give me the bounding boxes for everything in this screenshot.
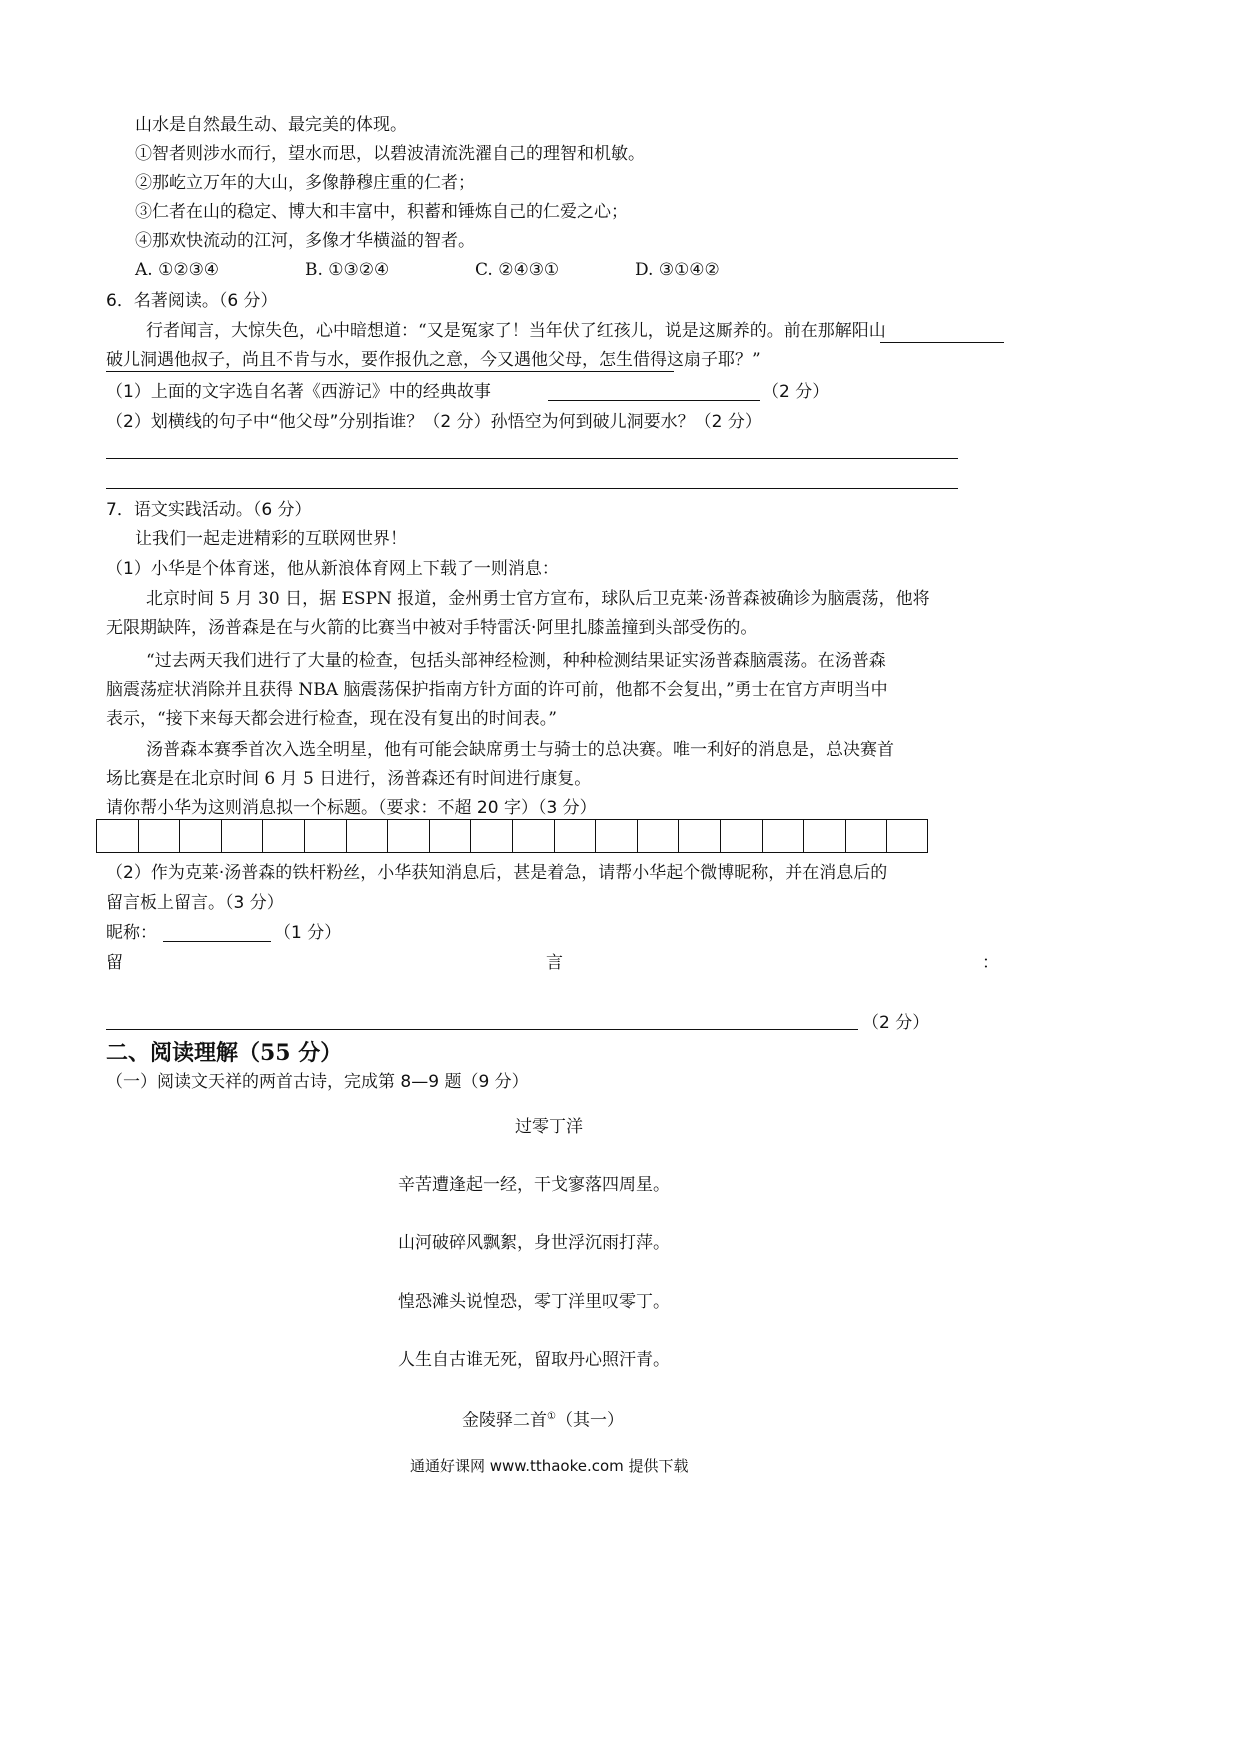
q5-item-1: ①智者则涉水而行，望水而思，以碧波清流洗濯自己的理智和机敏。 <box>135 144 645 164</box>
q6-sub1-score: （2 分） <box>762 382 830 402</box>
message-answer-line[interactable] <box>106 1029 858 1030</box>
grid-cell[interactable] <box>554 819 596 853</box>
grid-cell[interactable] <box>678 819 720 853</box>
q5-item-4: ④那欢快流动的江河，多像才华横溢的智者。 <box>135 231 475 251</box>
q6-answer-line-1[interactable] <box>106 458 958 459</box>
grid-cell[interactable] <box>346 819 388 853</box>
page-footer: 通通好课网 www.tthaoke.com 提供下载 <box>410 1457 689 1475</box>
poem-2-title <box>462 1406 624 1432</box>
grid-cell[interactable] <box>179 819 221 853</box>
q5-option-b: B. ①③②④ <box>305 260 390 280</box>
poem-1-line-3: 惶恐滩头说惶恐，零丁洋里叹零丁。 <box>398 1292 670 1312</box>
grid-cell[interactable] <box>886 819 928 853</box>
section-heading: 二、阅读理解（55 分） <box>106 1040 343 1066</box>
grid-cell[interactable] <box>429 819 471 853</box>
q6-passage-line-2: 破儿洞遇他叔子，尚且不肯与水，要作报仇之意，今又遇他父母，怎生借得这扇子耶？” <box>106 350 761 370</box>
message-score: （2 分） <box>862 1013 930 1033</box>
news-line-6: 汤普森本赛季首次入选全明星，他有可能会缺席勇士与骑士的总决赛。唯一利好的消息是，总决赛首 <box>146 740 894 760</box>
news-line-7: 场比赛是在北京时间 6 月 5 日进行，汤普森还有时间进行康复。 <box>106 769 592 789</box>
poem-1-line-4: 人生自古谁无死，留取丹心照汗青。 <box>398 1350 670 1370</box>
news-line-5: 表示，“接下来每天都会进行检查，现在没有复出的时间表。” <box>106 709 557 729</box>
nickname-label: 昵称： <box>106 923 157 943</box>
q6-answer-line-2[interactable] <box>106 488 958 489</box>
q6-answer-blank-1[interactable] <box>548 400 760 401</box>
underline-sentence-2 <box>106 371 674 372</box>
nickname-blank[interactable] <box>163 941 271 942</box>
q6-title: 6．名著阅读。（6 分） <box>106 291 278 311</box>
poem-2-suffix: （其一） <box>555 1410 624 1431</box>
message-label-1: 留 <box>106 953 123 973</box>
q5-option-a: A. ①②③④ <box>135 260 220 280</box>
q7-sub2-line-2: 留言板上留言。（3 分） <box>106 893 284 913</box>
message-label-3: ： <box>982 953 999 973</box>
q5-stem: 山水是自然最生动、最完美的体现。 <box>135 115 407 135</box>
grid-cell[interactable] <box>845 819 887 853</box>
grid-cell[interactable] <box>262 819 304 853</box>
grid-cell[interactable] <box>96 819 138 853</box>
q7-sub1-intro: （1）小华是个体育迷，他从新浪体育网上下载了一则消息： <box>106 559 559 579</box>
q5-option-d: D. ③①④② <box>635 260 720 280</box>
q5-item-3: ③仁者在山的稳定、博大和丰富中，积蓄和锤炼自己的仁爱之心； <box>135 202 628 222</box>
grid-cell[interactable] <box>138 819 180 853</box>
poem-1-title: 过零丁洋 <box>515 1117 583 1137</box>
underline-sentence-1 <box>880 342 1004 343</box>
nickname-score: （1 分） <box>274 923 342 943</box>
poem-1-line-1: 辛苦遭逢起一经，干戈寥落四周星。 <box>398 1175 670 1195</box>
q5-option-c: C. ②④③① <box>475 260 560 280</box>
q6-passage-line-1: 行者闻言，大惊失色，心中暗想道：“又是冤家了！当年伏了红孩儿，说是这厮养的。前在那解阳山 <box>146 321 886 341</box>
grid-cell[interactable] <box>470 819 512 853</box>
grid-cell[interactable] <box>637 819 679 853</box>
q6-sub2: （2）划横线的句子中“他父母”分别指谁？（2 分）孙悟空为何到破儿洞要水？（2 分） <box>106 412 762 432</box>
section-part-1: （一）阅读文天祥的两首古诗，完成第 8—9 题（9 分） <box>106 1072 529 1092</box>
news-line-1: 北京时间 5 月 30 日，据 ESPN 报道，金州勇士官方宣布，球队后卫克莱·汤普森被确诊为脑震荡，他将 <box>146 589 930 609</box>
grid-cell[interactable] <box>387 819 429 853</box>
q7-intro: 让我们一起走进精彩的互联网世界！ <box>135 529 407 549</box>
news-line-3: “过去两天我们进行了大量的检查，包括头部神经检测，种种检测结果证实汤普森脑震荡。在汤普森 <box>146 651 886 671</box>
message-label-2: 言 <box>546 953 563 973</box>
poem-2-footnote-mark: ① <box>547 1411 556 1422</box>
q7-title-request: 请你帮小华为这则消息拟一个标题。（要求：不超 20 字）（3 分） <box>106 798 597 818</box>
q7-title: 7．语文实践活动。（6 分） <box>106 500 312 520</box>
title-answer-grid[interactable] <box>96 819 928 853</box>
grid-cell[interactable] <box>304 819 346 853</box>
q7-sub2-line-1: （2）作为克莱·汤普森的铁杆粉丝，小华获知消息后，甚是着急，请帮小华起个微博昵称，并在消息后的 <box>106 863 888 883</box>
q5-item-2: ②那屹立万年的大山，多像静穆庄重的仁者； <box>135 173 475 193</box>
poem-1-line-2: 山河破碎风飘絮，身世浮沉雨打萍。 <box>398 1233 670 1253</box>
grid-cell[interactable] <box>512 819 554 853</box>
grid-cell[interactable] <box>221 819 263 853</box>
news-line-2: 无限期缺阵，汤普森是在与火箭的比赛当中被对手特雷沃·阿里扎膝盖撞到头部受伤的。 <box>106 618 758 638</box>
poem-2-title-text: 金陵驿二首 <box>462 1410 547 1431</box>
news-line-4: 脑震荡症状消除并且获得 NBA 脑震荡保护指南方针方面的许可前，他都不会复出，”勇士在官方声明当中 <box>106 680 888 700</box>
grid-cell[interactable] <box>803 819 845 853</box>
grid-cell[interactable] <box>762 819 804 853</box>
q6-sub1: （1）上面的文字选自名著《西游记》中的经典故事 <box>106 382 491 402</box>
grid-cell[interactable] <box>720 819 762 853</box>
grid-cell[interactable] <box>595 819 637 853</box>
